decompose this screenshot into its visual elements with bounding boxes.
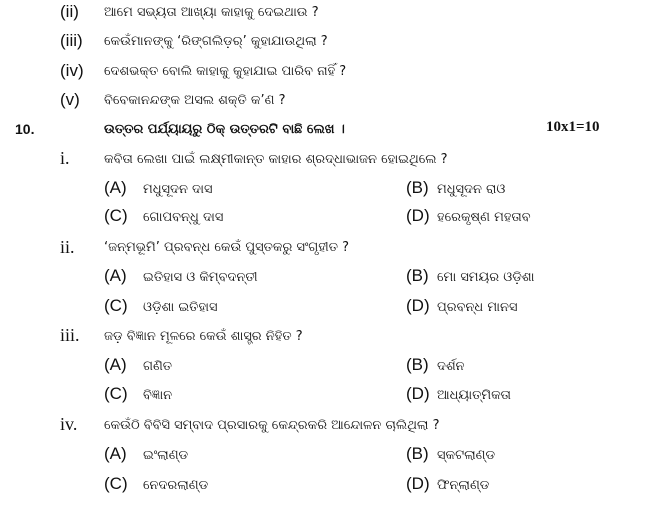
sub-question-iv [60, 61, 347, 81]
option-c-label: (C) [104, 474, 128, 493]
sub-question-number: (ii) [60, 2, 79, 21]
option-b-text: ମଧୁସୂଦନ ରାଓ [437, 182, 506, 197]
sub-question-v [60, 90, 286, 110]
question-instruction: ଉତ୍ତର ପର୍ଯ୍ୟାୟରୁ ଠିକ୍ ଉତ୍ତରଟି ବାଛି ଲେଖ । [104, 122, 345, 137]
sub-question-text: ବିବେକାନନ୍ଦଙ୍କ ଅସଲ ଶକ୍ତି କ’ଣ ? [104, 93, 286, 108]
sub-question-number: (iii) [60, 31, 83, 50]
mcq-number: iv. [60, 414, 78, 434]
option-a-label: (A) [104, 355, 127, 374]
sub-question-text: ଦେଶଭକ୍ତ ବୋଲି କାହାକୁ କୁହାଯାଇ ପାରିବ ନାହିଁ ? [104, 64, 347, 79]
option-a-text: ଗଣିତ [143, 359, 173, 374]
option-d-text: ହରେକୃଷ୍ଣ ମହତାବ [437, 210, 531, 225]
option-c-text: ଗୋପବନ୍ଧୁ ଦାସ [143, 210, 224, 225]
mcq-question-text: ଜଡ଼ ବିଜ୍ଞାନ ମୂଳରେ କେଉଁ ଶାସ୍ତ୍ର ନିହିତ ? [104, 329, 303, 344]
sub-question-number: (v) [60, 90, 80, 109]
option-c-label: (C) [104, 206, 128, 225]
question-number: 10. [15, 121, 35, 137]
sub-question-text: ଆମେ ସଭ୍ୟତା ଆଖ୍ୟା କାହାକୁ ଦେଇଥାଉ ? [104, 5, 319, 20]
option-d-text: ଆଧ୍ୟାତ୍ମିକତା [437, 388, 512, 403]
option-d-label: (D) [406, 384, 430, 403]
option-d-text: ଫିନ୍‌ଲାଣ୍ଡ [437, 478, 490, 493]
option-c-text: ନେଦରଲାଣ୍ଡ [143, 478, 209, 493]
option-c-text: ଓଡ଼ିଶା ଇତିହାସ [143, 300, 218, 315]
mcq-number: i. [60, 148, 70, 168]
option-d-label: (D) [406, 474, 430, 493]
option-b-label: (B) [406, 178, 429, 197]
mcq-question-text: ‘ଜନ୍ମଭୂମି’ ପ୍ରବନ୍ଧ କେଉଁ ପୁସ୍ତକରୁ ସଂଗୃହୀତ ? [104, 240, 350, 255]
sub-question-text: କେଉଁମାନଙ୍କୁ ‘ରିଙ୍ଗଲିଡ଼ର୍’ କୁହାଯାଉଥିଲା ? [104, 34, 328, 49]
option-d-label: (D) [406, 206, 430, 225]
mcq-number: iii. [60, 325, 80, 345]
mcq-question-text: କବିତା ଲେଖା ପାଇଁ ଲକ୍ଷ୍ମୀକାନ୍ତ କାହାର ଶ୍ରଦ୍ଧାଭାଜନ ହୋଇଥିଲେ ? [104, 152, 448, 167]
option-b-text: ଦର୍ଶନ [437, 359, 465, 374]
option-b-label: (B) [406, 355, 429, 374]
option-b-text: ମୋ ସମୟର ଓଡ଼ିଶା [437, 270, 535, 285]
question-marks: 10x1=10 [546, 119, 600, 135]
sub-question-iii [60, 31, 328, 51]
option-a-label: (A) [104, 444, 127, 463]
option-c-label: (C) [104, 296, 128, 315]
option-c-text: ବିଜ୍ଞାନ [143, 388, 173, 403]
option-d-label: (D) [406, 296, 430, 315]
option-b-label: (B) [406, 444, 429, 463]
option-a-label: (A) [104, 266, 127, 285]
sub-question-number: (iv) [60, 61, 84, 80]
option-c-label: (C) [104, 384, 128, 403]
mcq-number: ii. [60, 237, 75, 257]
option-a-label: (A) [104, 178, 127, 197]
option-d-text: ପ୍ରବନ୍ଧ ମାନସ [437, 300, 518, 315]
mcq-question-text: କେଉଁଠି ବିବିସି ସମ୍ବାଦ ପ୍ରସାରକୁ କେନ୍ଦ୍ରକରି ଆନ୍ଦୋଳନ ଚାଲିଥିଲା ? [104, 418, 440, 433]
option-b-text: ସ୍କଟଲାଣ୍ଡ [437, 448, 496, 463]
option-a-text: ଇତିହାସ ଓ କିମ୍ବଦନ୍ତୀ [143, 270, 258, 285]
sub-question-ii [60, 2, 319, 22]
option-a-text: ଇଂଲାଣ୍ଡ [143, 448, 189, 463]
option-a-text: ମଧୁସୂଦନ ଦାସ [143, 182, 213, 197]
option-b-label: (B) [406, 266, 429, 285]
